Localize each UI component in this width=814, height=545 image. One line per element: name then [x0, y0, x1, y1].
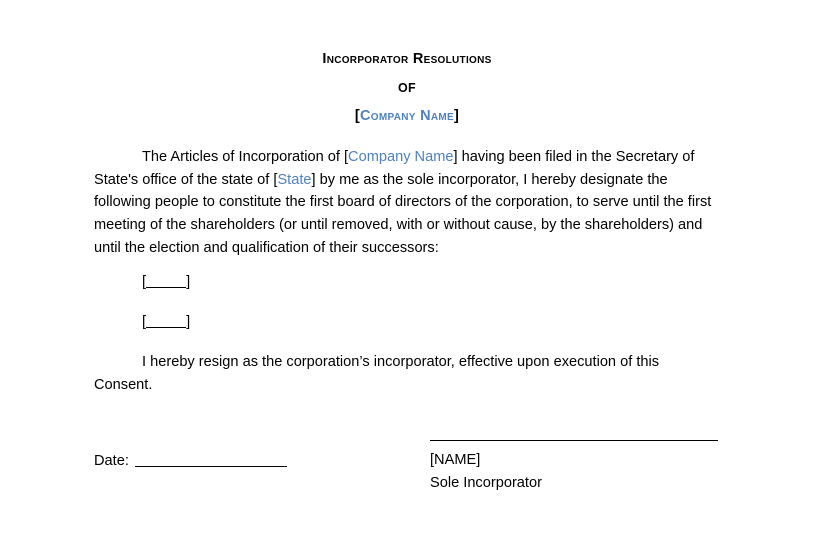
- director-slot-list: [142, 271, 442, 351]
- bracket-open: [: [273, 171, 278, 188]
- signatory-role-label: Sole Incorporator: [430, 474, 542, 491]
- para1-segment-3: by me as the sole incorporator, I hereby designate the following people to constitute the first board of directors of the corporation, to serve until the first meeting of the shareholders (or until removed, with or without cause, by the shareholders) and until the election and qualification of their successors:: [94, 171, 712, 256]
- bracket-close: ]: [311, 171, 316, 188]
- bracket-open: [: [343, 149, 349, 165]
- document-title-block: [0, 52, 814, 124]
- signatory-name-placeholder[interactable]: [NAME]: [430, 452, 481, 468]
- bracket-close: ]: [453, 107, 460, 124]
- bracket-close: ]: [453, 149, 458, 165]
- date-label: Date:: [94, 453, 129, 469]
- director-name-blank[interactable]: [146, 317, 186, 328]
- signature-line[interactable]: [430, 440, 718, 441]
- inline-company-name-placeholder[interactable]: Company Name: [348, 149, 454, 165]
- body-paragraph-1-container: [94, 146, 720, 260]
- bracket-close: ]: [186, 314, 191, 330]
- director-slot-1[interactable]: [142, 271, 442, 311]
- para1-segment-1: The Articles of Incorporation of: [142, 149, 344, 165]
- title-of-label: OF: [398, 80, 416, 95]
- bracket-close: ]: [186, 274, 191, 290]
- company-name-placeholder[interactable]: Company Name: [360, 107, 454, 124]
- bracket-open: [: [142, 274, 147, 290]
- inline-state-placeholder[interactable]: State: [277, 171, 312, 188]
- paragraph-recitals: [94, 146, 720, 260]
- paragraph-resignation: I hereby resign as the corporation’s incorporator, effective upon execution of this Consent.: [94, 354, 660, 393]
- date-signature-line[interactable]: [135, 455, 287, 467]
- page-title: Incorporator Resolutions: [322, 51, 492, 67]
- title-company-placeholder: [0, 95, 814, 124]
- director-slot-2[interactable]: [142, 311, 442, 351]
- director-name-blank[interactable]: [146, 277, 186, 288]
- body-paragraph-2-container: [94, 351, 720, 396]
- bracket-open: [: [142, 314, 147, 330]
- bracket-open: [: [354, 107, 361, 124]
- para1-segment-2: having been filed in the Secretary of State's office of the state of: [94, 149, 695, 188]
- signature-block: [430, 440, 720, 494]
- date-field-group: [94, 452, 287, 471]
